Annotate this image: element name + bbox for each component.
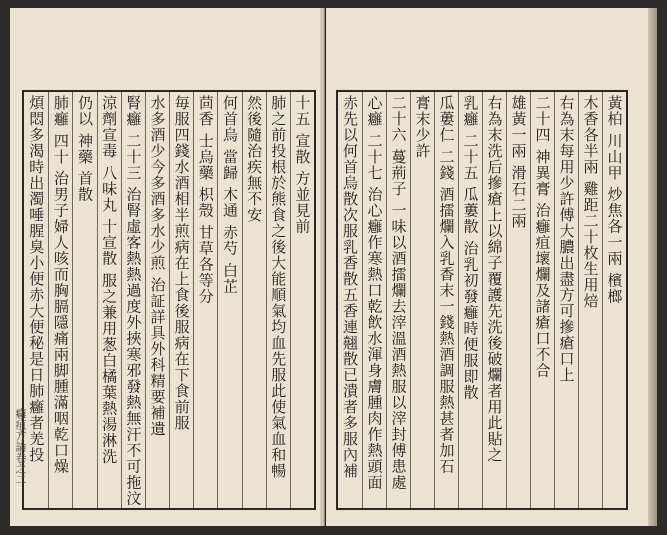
right-column-8: [434, 92, 458, 508]
left-column-7: [145, 92, 169, 508]
right-column-11: [362, 92, 386, 508]
right-column-text: 瓜蔞仁 二錢 酒擂爛入乳香末一錢熱酒調服熱甚者加石: [437, 95, 456, 475]
left-column-11: [48, 92, 72, 508]
left-column-text: 然後隨治疾無不安: [245, 95, 264, 223]
right-column-6: [482, 92, 506, 508]
left-column-8: [121, 92, 145, 508]
left-column-text: 肺之前投根於熊食之後大能順氣均血先服此使氣血和暢: [269, 95, 288, 479]
page-edge: [648, 8, 657, 526]
right-column-9: [410, 92, 434, 508]
right-column-text: 心癰 二十七 治心癰作寒熱口乾飲水渾身膚腫肉作熱頭面: [365, 95, 384, 491]
right-column-text: 木香各半兩 雞距二十枚生用焙: [581, 95, 600, 309]
left-text-frame: [22, 90, 316, 510]
right-column-12: [338, 92, 362, 508]
right-column-text: 右為末洗后摻瘡上以綿子覆護先洗後破爛者用此貼之: [485, 95, 504, 463]
right-column-text: 雄黃一兩 滑石二兩: [509, 95, 528, 229]
right-column-text: 赤先以何首烏散次服乳香散五香連翹散已潰者多服內補: [341, 95, 359, 479]
right-column-4: [530, 92, 554, 508]
left-column-4: [217, 92, 241, 508]
left-column-10: [72, 92, 96, 508]
left-column-text: 涼劑宣毒 八味丸 十宣散 服之兼用葱白橘葉熱湯淋洗: [100, 95, 119, 465]
left-column-text: 毎服四錢水酒相半煎病在上食後服病在下食前服: [172, 95, 191, 431]
left-column-5: [193, 92, 217, 508]
right-column-7: [458, 92, 482, 508]
left-column-3: [242, 92, 266, 508]
right-column-text: 乳癰 二十五 瓜蔞散 治乳初發癰時便服即散: [461, 95, 480, 401]
left-column-6: [169, 92, 193, 508]
right-page: [326, 8, 648, 526]
left-column-text: 十五 宣散 方並見前: [293, 95, 312, 235]
left-column-2: [266, 92, 290, 508]
right-column-text: 二十六 蔓荊子 一味以酒擂爛去滓溫酒熱服以滓封傅患處: [389, 95, 408, 491]
right-text-frame: [336, 90, 628, 510]
left-margin-header: 癰疽方論卷之二: [14, 408, 27, 485]
right-column-3: [554, 92, 578, 508]
right-column-text: 右為末每用少許傅大膿出盡方可摻瘡口上: [557, 95, 576, 383]
left-column-text: 煩悶多渴時出濁唾腥臭小便赤大便秘是日肺癰者羌投: [27, 95, 46, 463]
left-column-text: 腎癰 二十三 治腎虛客熱熱過度外挾寒邪發熱無汗不可拖汶: [124, 95, 143, 507]
left-column-text: 仍以 神藥 首散: [76, 95, 95, 203]
left-column-text: 何首烏 當歸 木通 赤芍 白芷: [220, 95, 239, 295]
right-column-2: [578, 92, 602, 508]
right-column-text: 黃柏 川山甲 炒焦各一兩 檳榔: [605, 95, 624, 305]
left-column-1: [290, 92, 314, 508]
left-column-text: 水多酒少今多酒多水少煎 治証詳具外科精要補遺: [148, 95, 167, 437]
left-column-text: 茴香 士烏藥 枳殼 甘草各等分: [196, 95, 215, 305]
left-page: [10, 8, 325, 526]
right-column-10: [386, 92, 410, 508]
right-column-1: [602, 92, 626, 508]
left-column-9: [97, 92, 121, 508]
right-column-5: [506, 92, 530, 508]
right-column-text: 膏末少許: [413, 95, 432, 159]
left-column-text: 肺癰 四十 治男子婦人咳而胸膈隱痛兩脚腫滿咽乾口燥: [51, 95, 70, 475]
right-column-text: 二十四 神異膏 治癰疽壞爛及諸瘡口不合: [533, 95, 552, 379]
